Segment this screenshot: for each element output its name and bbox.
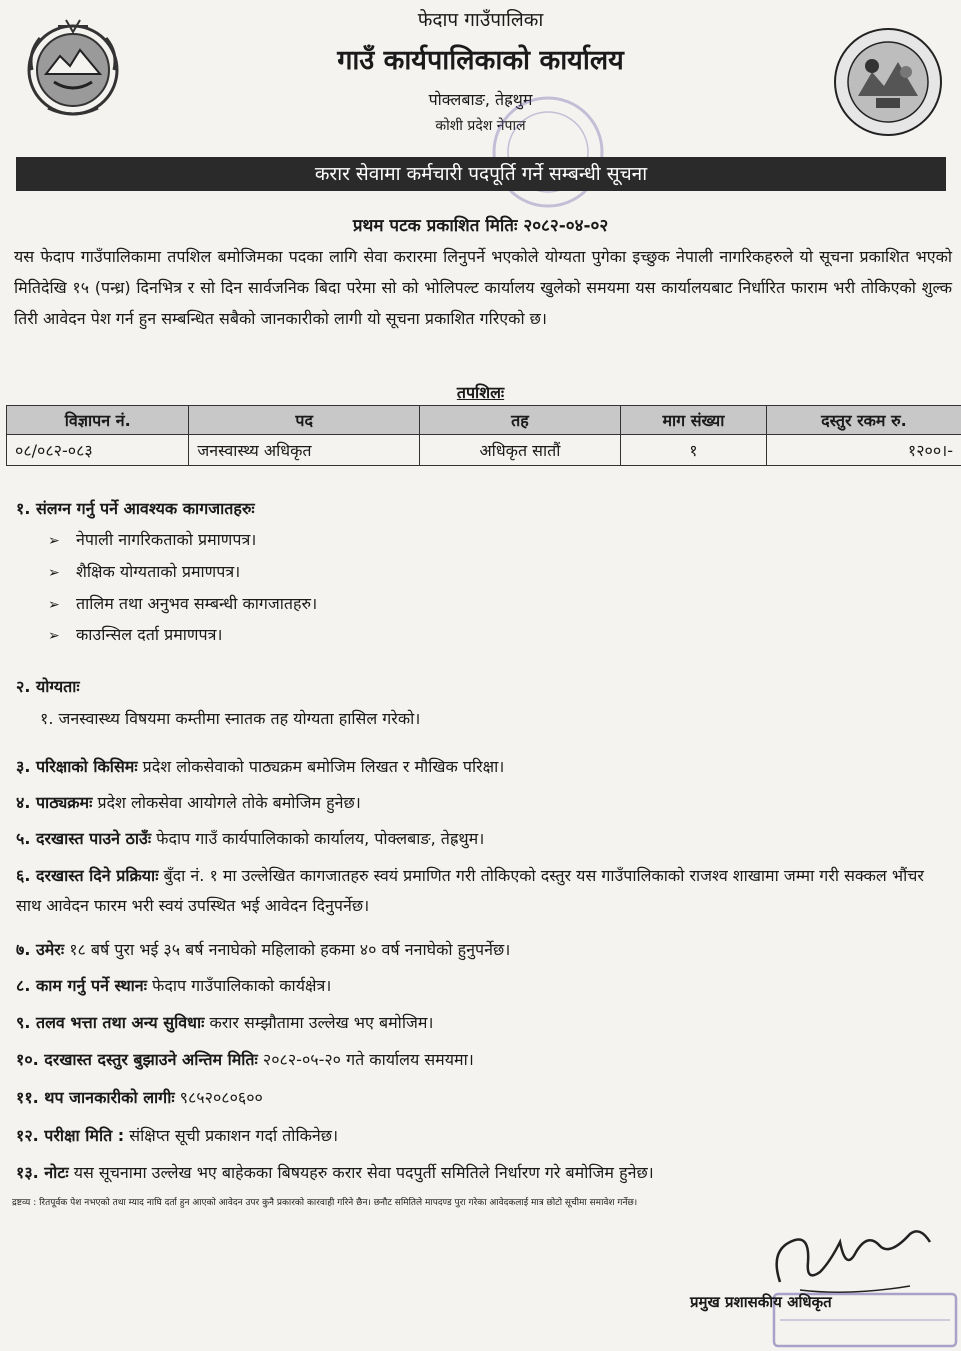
list-item: ➢ शैक्षिक योग्यताको प्रमाणपत्र। <box>48 562 241 581</box>
col-header-advertisement-no: विज्ञापन नं. <box>7 406 189 435</box>
cell-fee: १२००।- <box>766 435 961 466</box>
municipality-name: फेदाप गाउँपालिका <box>417 9 544 31</box>
signer-title: प्रमुख प्रशासकीय अधिकृत <box>690 1293 832 1311</box>
cell-advertisement-no: ०८/०८२-०८३ <box>7 435 189 466</box>
detail-item: ६. दरखास्त दिने प्रक्रियाः बुँदा नं. १ मा उल्लेखित कागजातहरु स्वयं प्रमाणित गरी तोकिएको दस्तुर यस गाउँपालिकाको राजश्व शाखामा जम्मा गरी सक्कल भौंचर साथ आवेदन फारम भरी स्वयं उपस्थित भई आवेदन दिनुपर्नेछ। <box>16 866 924 915</box>
arrow-bullet-icon: ➢ <box>48 597 60 613</box>
cell-post: जनस्वास्थ्य अधिकृत <box>189 435 420 466</box>
col-header-level: तह <box>419 406 620 435</box>
col-header-demand-count: माग संख्या <box>620 406 766 435</box>
vacancy-table <box>6 405 961 466</box>
detail-item: ८. काम गर्नु पर्ने स्थानः फेदाप गाउँपालिकाको कार्यक्षेत्र। <box>16 976 332 995</box>
table-row <box>7 435 961 466</box>
col-header-post: पद <box>189 406 420 435</box>
detail-item: १२. परीक्षा मिति : संक्षिप्त सूची प्रकाशन गर्दा तोकिनेछ। <box>16 1126 339 1145</box>
detail-item: ४. पाठ्यक्रमः प्रदेश लोकसेवा आयोगले तोके बमोजिम हुनेछ। <box>16 793 361 812</box>
cell-demand-count: १ <box>620 435 766 466</box>
list-item: ➢ नेपाली नागरिकताको प्रमाणपत्र। <box>48 530 257 549</box>
province-name: कोशी प्रदेश नेपाल <box>435 118 526 134</box>
detail-item: ९. तलव भत्ता तथा अन्य सुविधाः करार सम्झौतामा उल्लेख भए बमोजिम। <box>16 1013 434 1032</box>
list-item: ➢ तालिम तथा अनुभव सम्बन्धी कागजातहरु। <box>48 594 318 613</box>
cell-level: अधिकृत सातौं <box>419 435 620 466</box>
notice-title: करार सेवामा कर्मचारी पदपूर्ति गर्ने सम्बन्धी सूचना <box>16 157 946 191</box>
detail-item: ७. उमेरः १८ बर्ष पुरा भई ३५ बर्ष ननाघेको महिलाको हकमा ४० वर्ष ननाघेको हुनुपर्नेछ। <box>16 940 511 959</box>
documents-title: १. संलग्न गर्नु पर्ने आवश्यक कागजातहरुः <box>16 499 255 518</box>
col-header-fee: दस्तुर रकम रु. <box>766 406 961 435</box>
qualification-item: १. जनस्वास्थ्य विषयमा कम्तीमा स्नातक तह योग्यता हासिल गरेको। <box>40 709 421 728</box>
published-date: प्रथम पटक प्रकाशित मितिः २०८२-०४-०२ <box>352 216 609 236</box>
office-name: गाउँ कार्यपालिकाको कार्यालय <box>337 45 624 76</box>
detail-item: ११. थप जानकारीको लागीः ९८५२०८०६०० <box>16 1088 263 1107</box>
arrow-bullet-icon: ➢ <box>48 565 60 581</box>
table-caption: तपशिलः <box>456 383 505 402</box>
detail-item: ५. दरखास्त पाउने ठाउँः फेदाप गाउँ कार्यपालिकाको कार्यालय, पोक्लबाङ, तेह्रथुम। <box>16 829 485 848</box>
list-item: ➢ काउन्सिल दर्ता प्रमाणपत्र। <box>48 625 223 644</box>
qualification-title: २. योग्यताः <box>16 677 80 696</box>
detail-item: १३. नोटः यस सूचनामा उल्लेख भए बाहेकका बिषयहरु करार सेवा पदपुर्ती समितिले निर्धारण गरे बमोजिम हुनेछ। <box>16 1163 654 1182</box>
detail-item: ३. परिक्षाको किसिमः प्रदेश लोकसेवाको पाठ्यक्रम बमोजिम लिखत र मौखिक परिक्षा। <box>16 757 505 776</box>
arrow-bullet-icon: ➢ <box>48 628 60 644</box>
office-address: पोक्लबाङ, तेह्रथुम <box>428 90 533 109</box>
intro-paragraph: यस फेदाप गाउँपालिकामा तपशिल बमोजिमका पदका लागि सेवा करारमा लिनुपर्ने भएकोले योग्यता पुगेका इच्छुक नेपाली नागरिकहरुले यो सूचना प्रकाशित भएको मितिदेखि १५ (पन्ध्र) दिनभित्र र सो दिन सार्वजनिक बिदा परेमा सो को भोलिपल्ट कार्यालय खुलेको समयमा यस कार्यालयबाट निर्धारित फाराम भरी तोकिएको शुल्क तिरी आवेदन पेश गर्न हुन सम्बन्धित सबैको जानकारीको लागी यो सूचना प्रकाशित गरिएको छ। <box>14 247 952 328</box>
detail-item: १०. दरखास्त दस्तुर बुझाउने अन्तिम मितिः २०८२-०५-२० गते कार्यालय समयमा। <box>16 1050 474 1069</box>
office-stamp-icon <box>488 92 608 212</box>
footnote: द्रष्टव्य : रितपूर्वक पेश नभएको तथा म्याद नाघि दर्ता हुन आएको आवेदन उपर कुनै प्रकारको कारवाही गरिने छैन। छनौट समितिले मापदण्ड पुरा गरेका आवेदकलाई मात्र छोटो सूचीमा समावेश गर्नेछ। <box>12 1198 638 1208</box>
table-header-row <box>7 406 961 435</box>
arrow-bullet-icon: ➢ <box>48 533 60 549</box>
